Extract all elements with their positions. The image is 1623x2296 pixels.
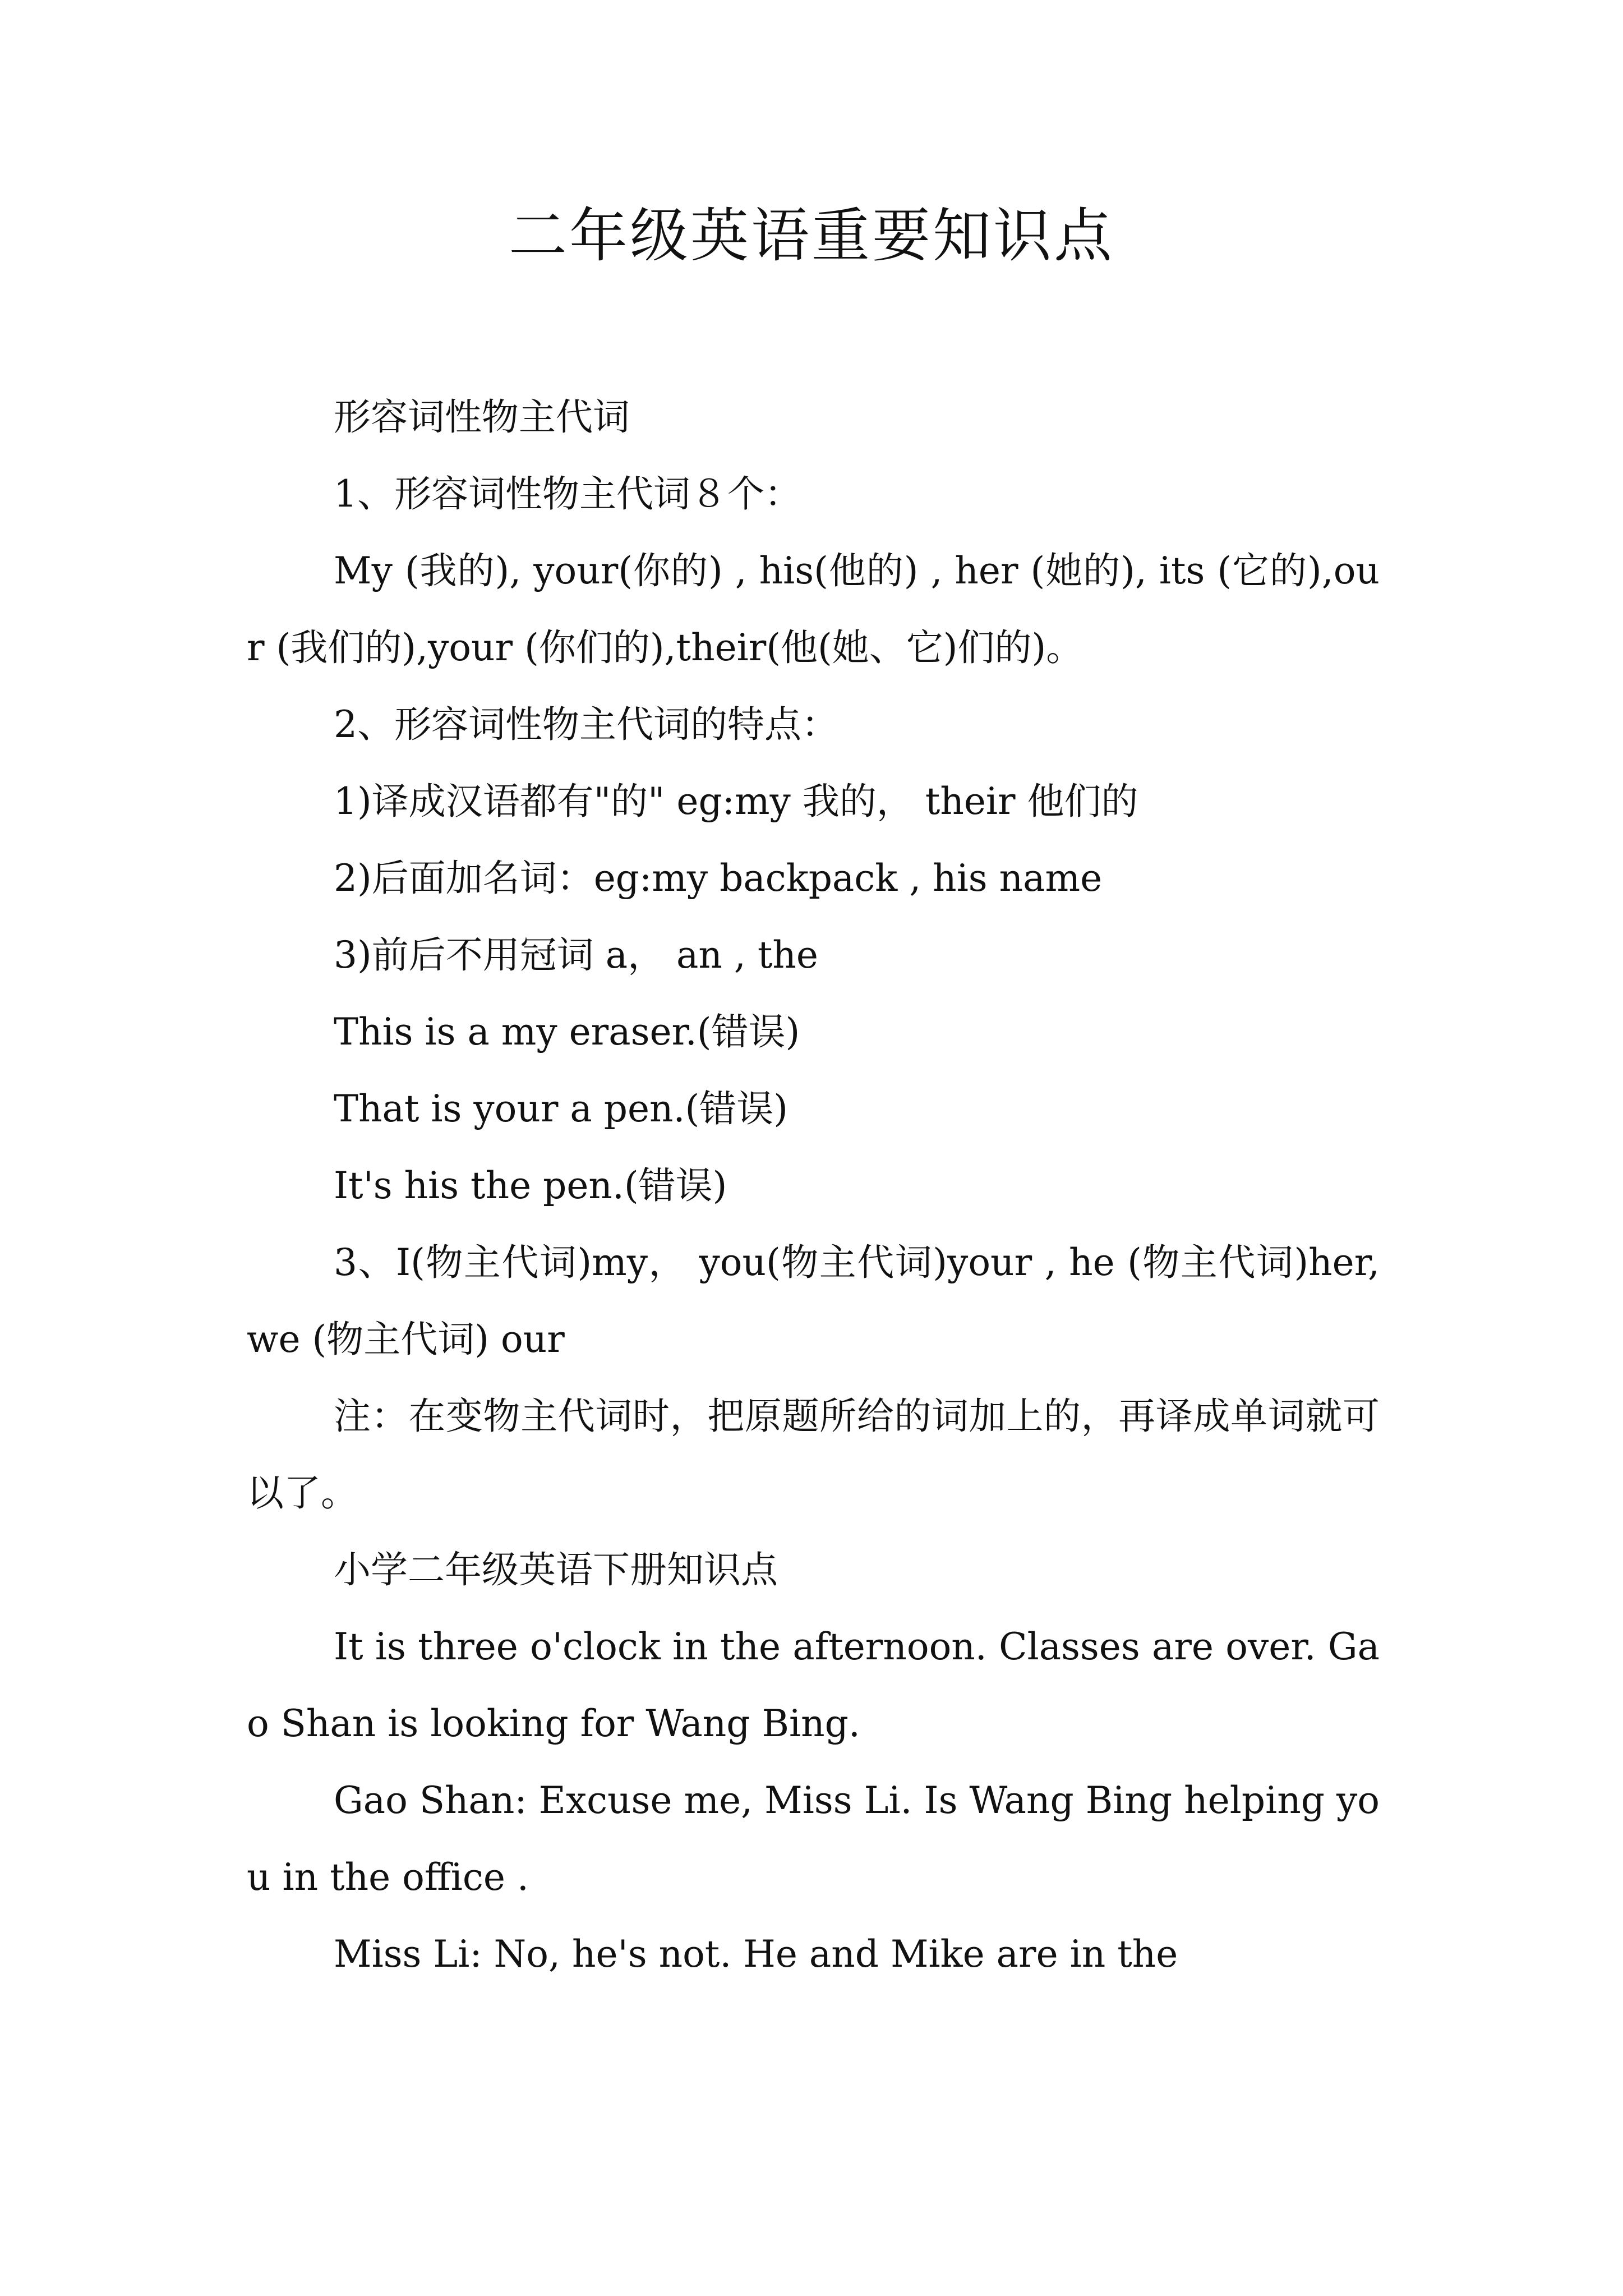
paragraph-item-2: 2、形容词性物主代词的特点： — [334, 703, 838, 746]
paragraph-story-intro: It is three o'clock in the afternoon. Classes are over. Gao Shan is looking for Wang Bing. — [247, 1625, 1380, 1745]
paragraph-pronoun-list: My (我的), your(你的) , his(他的) , her (她的), its (它的),our (我们的),your (你们的),their(他(她、它)们的)。 — [247, 549, 1380, 669]
paragraph-dialogue-gao-shan: Gao Shan: Excuse me, Miss Li. Is Wang Bing helping you in the office . — [247, 1779, 1380, 1899]
paragraph-item-1: 1、形容词性物主代词８个： — [334, 472, 801, 516]
document-body — [247, 379, 1380, 1993]
paragraph-example-2: That is your a pen.(错误) — [334, 1087, 789, 1130]
paragraph-heading-possessive: 形容词性物主代词 — [334, 395, 630, 439]
paragraph-note: 注：在变物主代词时，把原题所给的词加上的，再译成单词就可以了。 — [247, 1395, 1380, 1515]
paragraph-heading-grade2: 小学二年级英语下册知识点 — [334, 1548, 778, 1591]
paragraph-dialogue-miss-li: Miss Li: No, he's not. He and Mike are in the — [334, 1932, 1178, 1976]
paragraph-rule-3: 3)前后不用冠词 a， an , the — [334, 933, 818, 977]
document-title: 二年级英语重要知识点 — [508, 201, 1114, 270]
paragraph-item-3: 3、I(物主代词)my， you(物主代词)your , he (物主代词)her, we (物主代词) our — [247, 1241, 1380, 1361]
paragraph-rule-1: 1)译成汉语都有"的" eg:my 我的， their 他们的 — [334, 780, 1138, 823]
paragraph-example-1: This is a my eraser.(错误) — [334, 1010, 800, 1053]
paragraph-example-3: It's his the pen.(错误) — [334, 1164, 727, 1207]
paragraph-rule-2: 2)后面加名词：eg:my backpack , his name — [334, 857, 1103, 900]
